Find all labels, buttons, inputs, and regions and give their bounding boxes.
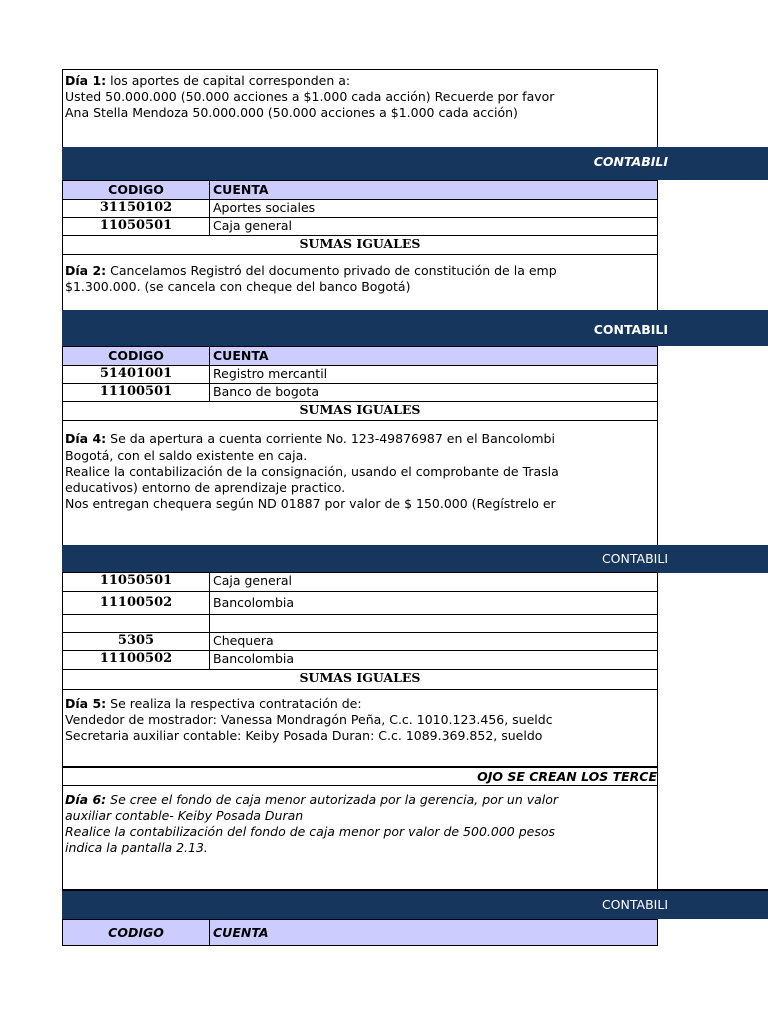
day2-label: Día 2:	[65, 263, 107, 278]
table-row-account: Registro mercantil	[209, 365, 658, 384]
day6-line4: indica la pantalla 2.13.	[65, 840, 208, 855]
day1-text: los aportes de capital corresponden a:	[106, 73, 351, 88]
day5-line1	[65, 696, 657, 712]
codigo-header-1: CODIGO	[62, 180, 210, 200]
table-row-account: Bancolombia	[209, 591, 658, 615]
spreadsheet-sheet	[62, 0, 768, 1024]
day6-line2: auxiliar contable- Keiby Posada Duran	[65, 808, 304, 823]
table-row-account: Banco de bogota	[209, 383, 658, 402]
day2-line1	[65, 263, 657, 279]
table-row-code: 11050501	[62, 572, 210, 592]
contabilizacion-band-4	[62, 889, 768, 919]
contabilizacion-band-3	[62, 545, 768, 573]
table-row-code: 11050501	[62, 217, 210, 236]
day5-line3: Secretaria auxiliar contable: Keiby Posada Duran: C.c. 1089.369.852, sueldo	[65, 728, 543, 743]
cuenta-header-4: CUENTA	[209, 919, 658, 946]
day4-line5: Nos entregan chequera según ND 01887 por valor de $ 150.000 (Regístrelo er	[65, 496, 556, 511]
day5-line2: Vendedor de mostrador: Vanessa Mondragón Peña, C.c. 1010.123.456, sueldc	[65, 712, 553, 727]
day5-text: Se realiza la respectiva contratación de:	[106, 696, 362, 711]
day5-label: Día 5:	[65, 696, 107, 711]
sumas-iguales-1: SUMAS IGUALES	[62, 235, 658, 255]
day4-line1	[65, 431, 657, 447]
band-title-1: CONTABILI	[593, 154, 668, 169]
sumas-iguales-2: SUMAS IGUALES	[62, 401, 658, 421]
table-row-code: 31150102	[62, 199, 210, 218]
table-row-code: 11100502	[62, 650, 210, 670]
table-row-account: Caja general	[209, 572, 658, 592]
day4-text: Se da apertura a cuenta corriente No. 123-49876987 en el Bancolombi	[106, 431, 555, 446]
day2-line2: $1.300.000. (se cancela con cheque del banco Bogotá)	[65, 279, 411, 294]
day1-line1	[65, 73, 657, 89]
codigo-header-4: CODIGO	[62, 919, 210, 946]
table-row-code: 51401001	[62, 365, 210, 384]
band-title-3: CONTABILI	[601, 551, 668, 566]
band-title-2: CONTABILI	[593, 322, 668, 337]
contabilizacion-band-2	[62, 310, 768, 346]
day1-line2: Usted 50.000.000 (50.000 acciones a $1.000 cada acción) Recuerde por favor	[65, 89, 555, 104]
contabilizacion-band-1	[62, 147, 768, 180]
day6-line1	[65, 792, 657, 808]
day6-line3: Realice la contabilización del fondo de caja menor por valor de 500.000 pesos	[65, 824, 556, 839]
cuenta-header-2: CUENTA	[209, 346, 658, 366]
day6-text: Se cree el fondo de caja menor autorizada por la gerencia, por un valor	[106, 792, 559, 807]
day1-label: Día 1:	[65, 73, 107, 88]
day1-line3: Ana Stella Mendoza 50.000.000 (50.000 acciones a $1.000 cada acción)	[65, 105, 518, 120]
sumas-iguales-3: SUMAS IGUALES	[62, 669, 658, 690]
day4-line3: Realice la contabilización de la consignación, usando el comprobante de Trasla	[65, 464, 559, 479]
day6-label: Día 6:	[65, 792, 107, 807]
cuenta-header-1: CUENTA	[209, 180, 658, 200]
codigo-header-2: CODIGO	[62, 346, 210, 366]
table-row-code: 5305	[62, 632, 210, 651]
ojo-text: OJO SE CREAN LOS TERCE	[477, 769, 657, 784]
day4-line2: Bogotá, con el saldo existente en caja.	[65, 448, 308, 463]
table-row-account: Chequera	[209, 632, 658, 651]
table-row-code: 11100502	[62, 591, 210, 615]
table-row-account	[209, 614, 658, 633]
day4-line4: educativos) entorno de aprendizaje practico.	[65, 480, 346, 495]
ojo-terceros-note	[62, 766, 658, 786]
table-row-code	[62, 614, 210, 633]
table-row-code: 11100501	[62, 383, 210, 402]
table-row-account: Bancolombia	[209, 650, 658, 670]
day4-label: Día 4:	[65, 431, 107, 446]
band-title-4: CONTABILI	[601, 897, 668, 912]
day2-text: Cancelamos Registró del documento privado de constitución de la emp	[106, 263, 557, 278]
table-row-account: Caja general	[209, 217, 658, 236]
table-row-account: Aportes sociales	[209, 199, 658, 218]
